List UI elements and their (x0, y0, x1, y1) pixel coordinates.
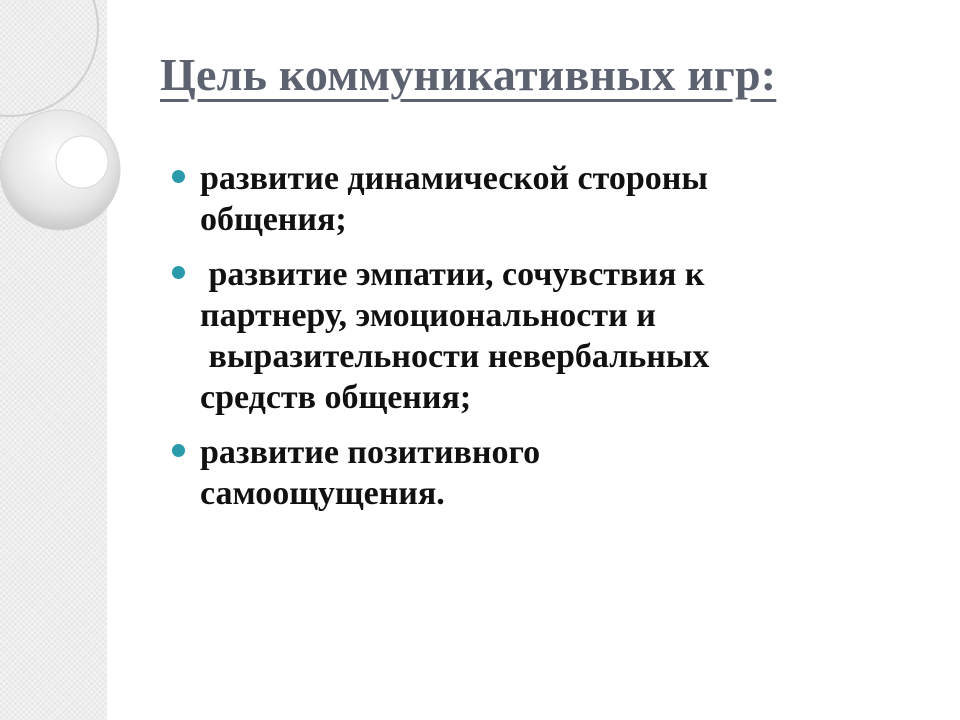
bullet-dot-icon (172, 444, 185, 457)
slide-title: Цель коммуникативных игр: (160, 49, 777, 100)
bullet-dot-icon (172, 266, 185, 279)
bullet-item (172, 432, 892, 514)
bullet-line: развитие эмпатии, сочувствия к (200, 256, 705, 293)
bullet-item (172, 254, 892, 418)
bullet-line: самоощущения. (200, 475, 445, 512)
bullet-line: развитие динамической стороны (200, 160, 708, 197)
bullet-list (172, 158, 892, 528)
bullet-line: развитие позитивного (200, 434, 541, 471)
bullet-dot-icon (172, 170, 185, 183)
bullet-line: партнеру, эмоциональности и (200, 297, 656, 334)
bullet-line: средств общения; (200, 379, 472, 416)
decorative-circles (0, 0, 130, 240)
bullet-line: выразительности невербальных (200, 338, 710, 375)
bullet-item (172, 158, 892, 240)
bullet-line: общения; (200, 201, 347, 238)
